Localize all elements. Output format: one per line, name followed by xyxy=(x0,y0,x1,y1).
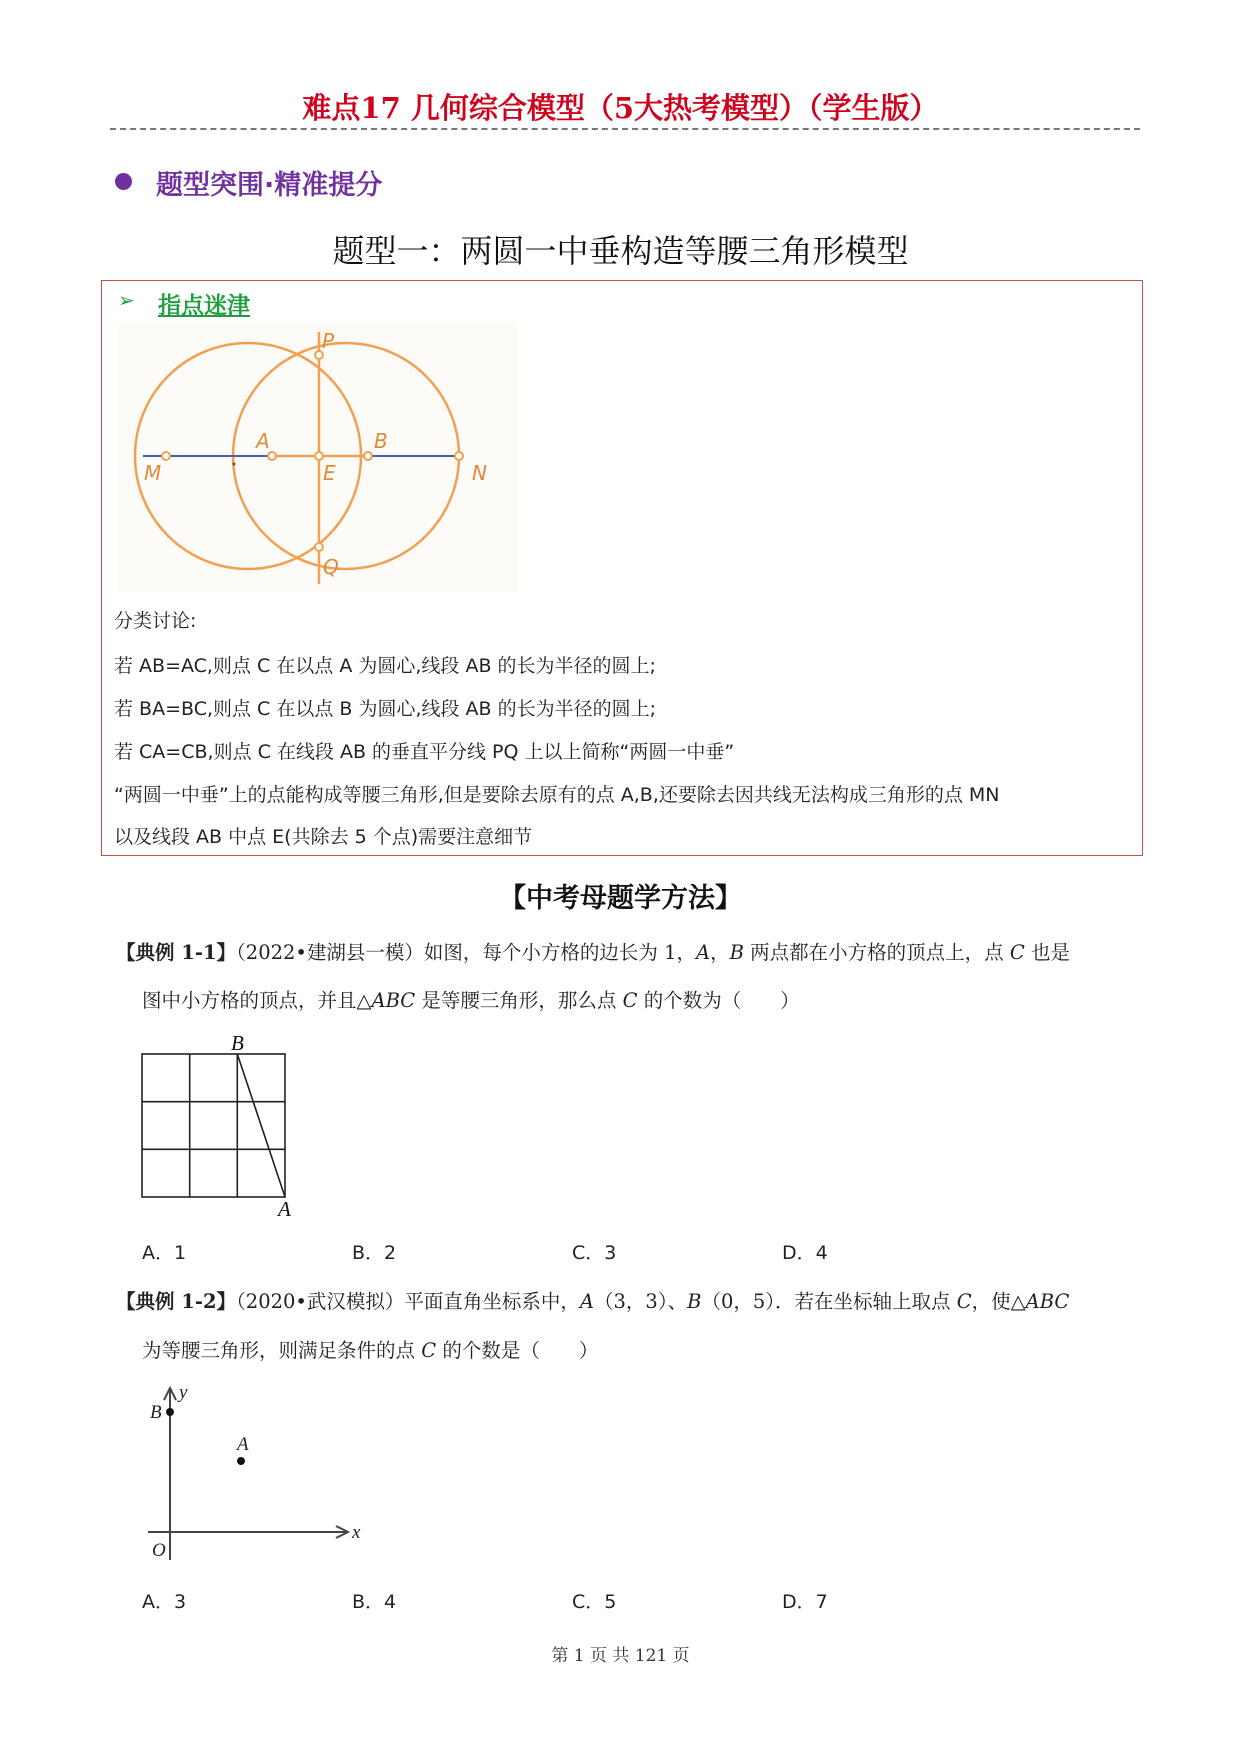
grid-figure xyxy=(130,1030,310,1220)
example2-choice-a[interactable]: A．3 xyxy=(142,1591,187,1613)
grid-label-a: A xyxy=(278,1197,291,1220)
two-circles-figure xyxy=(118,322,518,592)
point-e xyxy=(315,452,323,460)
tip-line-5: “两圆一中垂”上的点能构成等腰三角形,但是要除去原有的点 A,B,还要除去因共线无法构成三角形的点 MN xyxy=(114,784,1000,806)
example1-choice-a[interactable]: A．1 xyxy=(142,1242,187,1264)
point-a-dot xyxy=(237,1457,245,1465)
example2-line2: 为等腰三角形，则满足条件的点 C 的个数是（ ） xyxy=(142,1339,599,1362)
document-title: 难点17 几何综合模型（5大热考模型）（学生版） xyxy=(302,91,939,125)
grid-label-b: B xyxy=(231,1031,244,1055)
example2-choice-c[interactable]: C．5 xyxy=(572,1591,617,1613)
example1-choice-b[interactable]: B．2 xyxy=(352,1242,397,1264)
tip-label: 指点迷津 xyxy=(158,293,250,319)
point-b-dot xyxy=(166,1408,174,1416)
point-m xyxy=(162,452,170,460)
example1-line2: 图中小方格的顶点，并且△ABC 是等腰三角形，那么点 C 的个数为（ ） xyxy=(142,989,800,1012)
axis-label-x: x xyxy=(352,1522,361,1543)
example2-choice-b[interactable]: B．4 xyxy=(352,1591,397,1613)
tip-line-1: 分类讨论: xyxy=(114,610,197,632)
section-heading: 题型突围·精准提分 xyxy=(156,170,383,201)
type-title: 题型一：两圆一中垂构造等腰三角形模型 xyxy=(332,232,909,270)
example2-line1: 【典例 1-2】（2020•武汉模拟）平面直角坐标系中，A（3，3）、B（0，5）．若在坐标轴上取点 C，使△ABC xyxy=(116,1290,1070,1313)
segment-ab xyxy=(237,1054,285,1197)
page-footer: 第 1 页 共 121 页 xyxy=(551,1646,690,1666)
axis-label-y: y xyxy=(179,1382,188,1403)
label-a: A xyxy=(256,429,270,453)
point-a xyxy=(268,452,276,460)
tip-line-3: 若 BA=BC,则点 C 在以点 B 为圆心,线段 AB 的长为半径的圆上; xyxy=(114,698,657,720)
method-heading: 【中考母题学方法】 xyxy=(499,883,742,914)
label-e: E xyxy=(323,461,336,485)
example1-choice-c[interactable]: C．3 xyxy=(572,1242,617,1264)
tip-line-6: 以及线段 AB 中点 E(共除去 5 个点)需要注意细节 xyxy=(114,826,533,848)
label-b: B xyxy=(374,429,388,453)
point-b xyxy=(364,452,372,460)
tip-line-2: 若 AB=AC,则点 C 在以点 A 为圆心,线段 AB 的长为半径的圆上; xyxy=(114,655,656,677)
section-bullet-icon xyxy=(115,173,132,190)
example2-tag: 【典例 1-2】 xyxy=(116,1290,237,1313)
axis-label-a: A xyxy=(237,1434,249,1455)
axis-label-o: O xyxy=(152,1540,166,1561)
example1-choice-d[interactable]: D．4 xyxy=(782,1242,828,1264)
axis-label-b: B xyxy=(150,1402,162,1423)
label-m: M xyxy=(144,461,162,485)
point-q xyxy=(315,543,323,551)
label-p: P xyxy=(322,329,335,353)
coordinate-figure xyxy=(140,1378,380,1568)
title-divider xyxy=(110,128,1140,130)
label-q: Q xyxy=(323,555,339,579)
tip-line-4: 若 CA=CB,则点 C 在线段 AB 的垂直平分线 PQ 上以上简称“两圆一中垂” xyxy=(114,741,735,763)
example2-choice-d[interactable]: D．7 xyxy=(782,1591,828,1613)
example1-line1: 【典例 1-1】（2022•建湖县一模）如图，每个小方格的边长为 1，A，B 两点都在小方格的顶点上，点 C 也是 xyxy=(116,941,1070,964)
point-n xyxy=(455,452,463,460)
example1-tag: 【典例 1-1】 xyxy=(116,941,237,964)
label-n: N xyxy=(472,461,487,485)
arrow-bullet-icon: ➢ xyxy=(118,288,135,312)
